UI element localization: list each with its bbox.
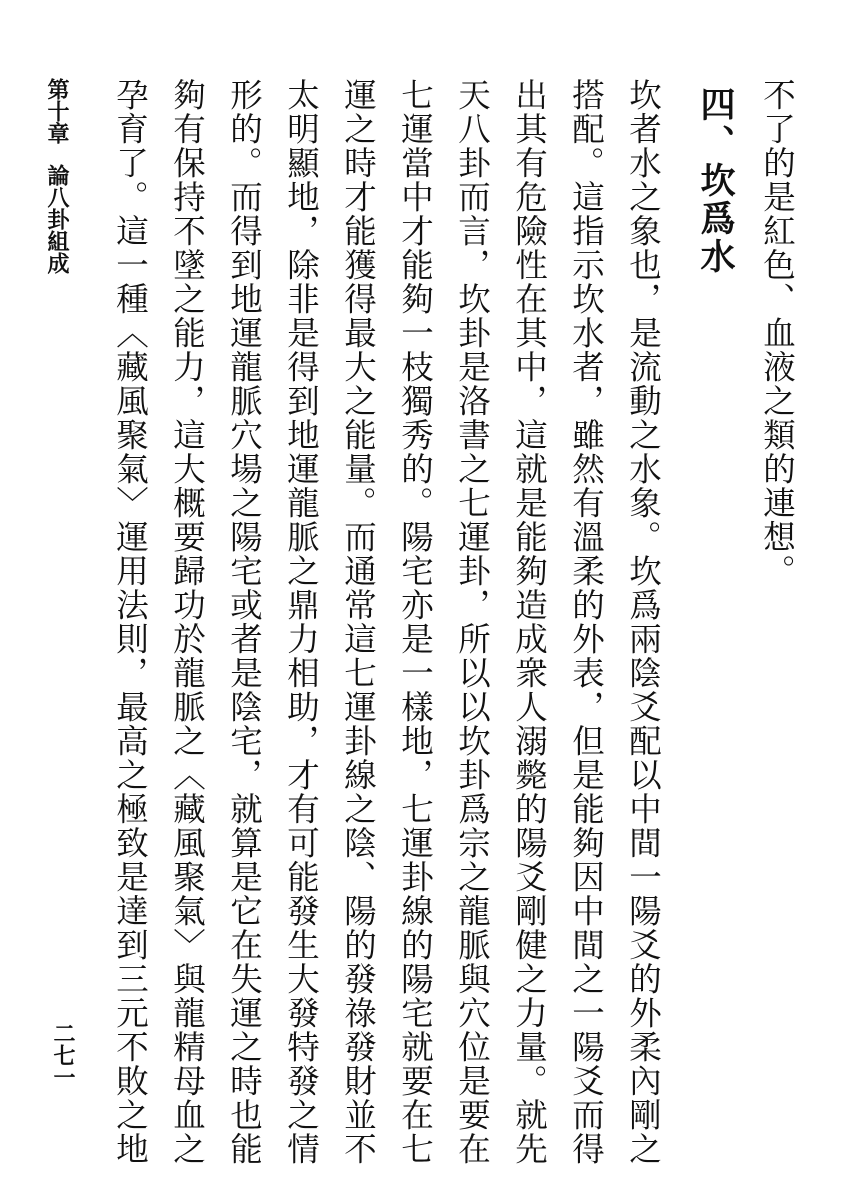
text-line-5: 天八卦而言，坎卦是洛書之七運卦，所以以坎卦爲宗之龍脈與穴位是要在: [453, 78, 492, 1166]
text-line-9: 形的。而得到地運龍脈穴場之陽宅或者是陰宅，就算是它在失運之時也能: [225, 78, 264, 1166]
running-head: [46, 78, 68, 274]
section-heading: 四、坎爲水: [695, 86, 736, 276]
chapter-title: 論八卦組成: [44, 164, 70, 274]
text-line-1: 不了的是紅色、血液之類的連想。: [758, 78, 797, 588]
text-line-2: 坎者水之象也，是流動之水象。坎爲兩陰爻配以中間一陽爻的外柔內剛之: [624, 78, 663, 1166]
chapter-label: 第十章: [44, 78, 70, 144]
text-line-7: 運之時才能獲得最大之能量。而通常這七運卦線之陰、陽的發祿發財並不: [339, 78, 378, 1166]
text-line-8: 太明顯地，除非是得到地運龍脈之鼎力相助，才有可能發生大發特發之情: [282, 78, 321, 1166]
text-line-10: 夠有保持不墜之能力，這大概要歸功於龍脈之︿藏風聚氣﹀與龍精母血之: [168, 78, 207, 1166]
text-line-6: 七運當中才能夠一枝獨秀的。陽宅亦是一樣地，七運卦線的陽宅就要在七: [396, 78, 435, 1166]
text-line-11: 孕育了。這一種︿藏風聚氣﹀運用法則，最高之極致是達到三元不敗之地: [111, 78, 150, 1166]
text-line-4: 出其有危險性在其中，這就是能夠造成衆人溺斃的陽爻剛健之力量。就先: [510, 78, 549, 1166]
text-line-3: 搭配。這指示坎水者，雖然有溫柔的外表，但是能夠因中間之一陽爻而得: [567, 78, 606, 1166]
page-number: 二七一: [50, 1022, 76, 1088]
